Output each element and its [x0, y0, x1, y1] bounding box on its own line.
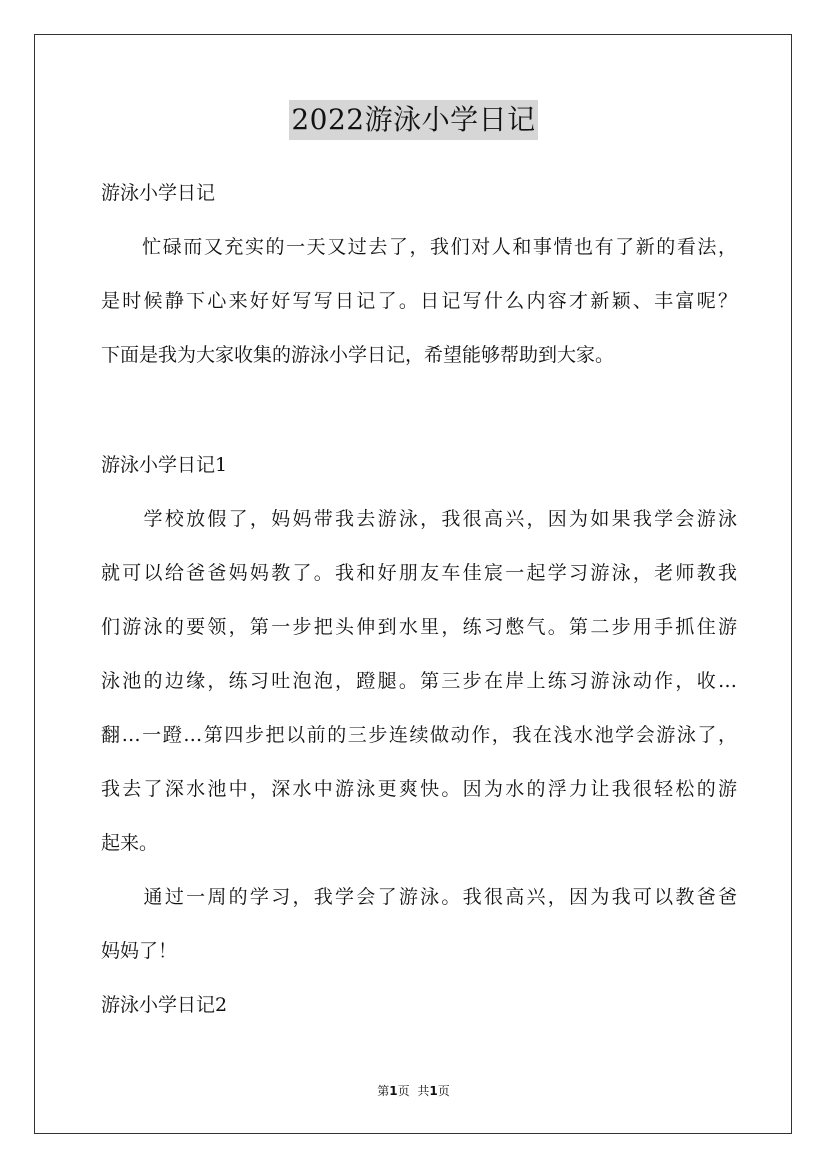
section-heading: 游泳小学日记1	[101, 454, 228, 476]
paragraph-line: 通过一周的学习，我学会了游泳。我很高兴，因为我可以教爸爸	[101, 886, 737, 908]
paragraph-line: 学校放假了，妈妈带我去游泳，我很高兴，因为如果我学会游泳	[101, 508, 737, 530]
paragraph-line: 妈妈了！	[101, 940, 178, 962]
footer-total-suffix: 页	[437, 1084, 450, 1098]
footer-page-suffix: 页	[397, 1084, 410, 1098]
paragraph-line: 泳池的边缘，练习吐泡泡，蹬腿。第三步在岸上练习游泳动作，收…	[101, 670, 737, 692]
paragraph-line: 我去了深水池中，深水中游泳更爽快。因为水的浮力让我很轻松的游	[101, 778, 737, 800]
paragraph-line: 就可以给爸爸妈妈教了。我和好朋友车佳宸一起学习游泳，老师教我	[101, 562, 737, 584]
page-footer	[0, 1083, 827, 1099]
footer-page-prefix: 第	[377, 1084, 390, 1098]
footer-total-pages: 1	[429, 1084, 438, 1098]
paragraph-line: 翻…一蹬…第四步把以前的三步连续做动作，我在浅水池学会游泳了，	[101, 724, 737, 746]
section-heading: 游泳小学日记	[101, 182, 216, 204]
section-heading: 游泳小学日记2	[101, 994, 228, 1016]
paragraph-line: 下面是我为大家收集的游泳小学日记，希望能够帮助到大家。	[101, 344, 615, 366]
paragraph-line: 是时候静下心来好好写写日记了。日记写什么内容才新颖、丰富呢？	[101, 290, 737, 312]
paragraph-line: 起来。	[101, 832, 159, 854]
footer-page-number: 1	[389, 1084, 398, 1098]
title-container	[0, 100, 827, 140]
document-title: 2022游泳小学日记	[289, 100, 537, 140]
footer-total-prefix: 共	[417, 1084, 430, 1098]
paragraph-line: 们游泳的要领，第一步把头伸到水里，练习憋气。第二步用手抓住游	[101, 616, 737, 638]
paragraph-line: 忙碌而又充实的一天又过去了，我们对人和事情也有了新的看法，	[101, 236, 737, 258]
